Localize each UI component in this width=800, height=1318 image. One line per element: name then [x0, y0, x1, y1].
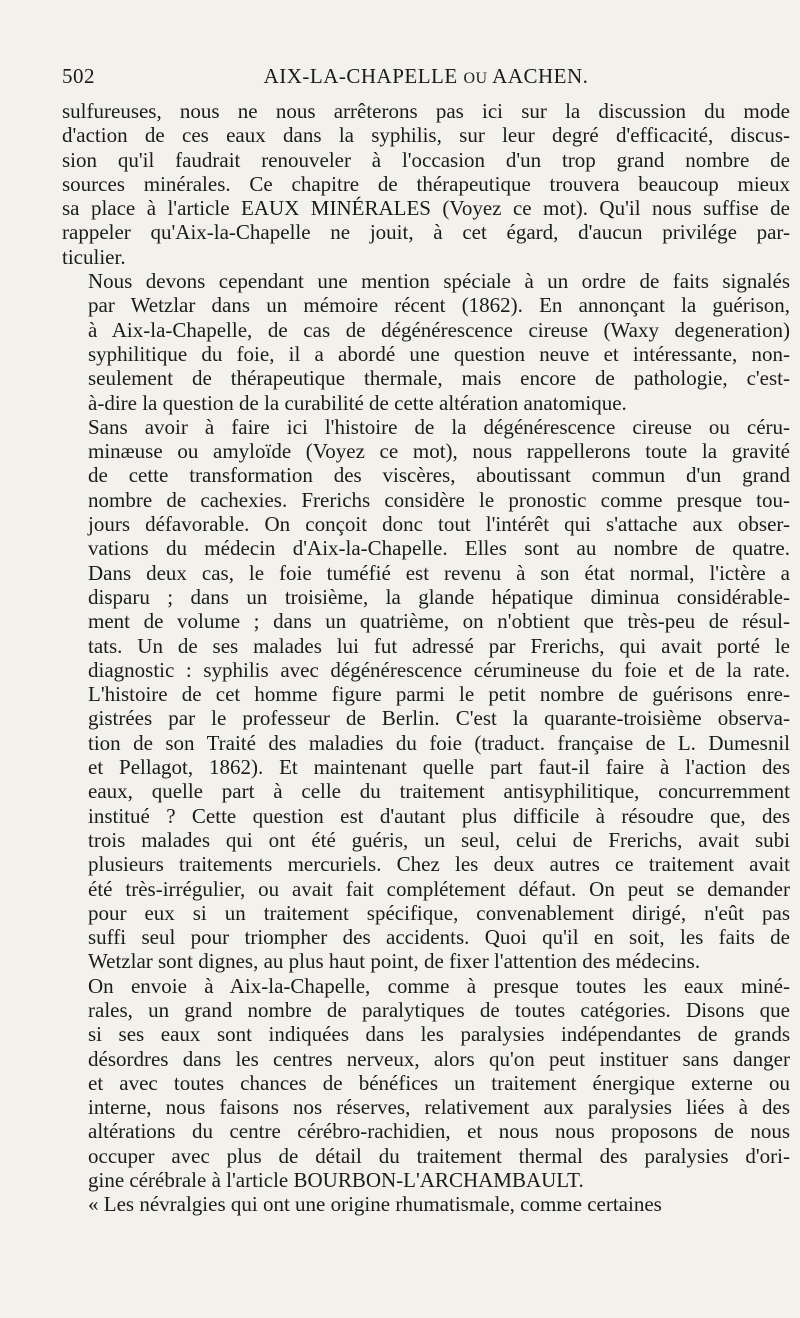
text-line: tion de son Traité des maladies du foie (traduct. française de L. Dumesnil — [88, 730, 790, 755]
text-line: ticulier. — [62, 244, 126, 269]
running-title: AIX-LA-CHAPELLE OU AACHEN. — [263, 64, 589, 88]
text-line: occuper avec plus de détail du traitement thermal des paralysies d'ori- — [88, 1143, 790, 1168]
text-line: gine cérébrale à l'article BOURBON-L'ARCHAMBAULT. — [88, 1168, 584, 1193]
text-line: Sans avoir à faire ici l'histoire de la dégénérescence cireuse ou céru- — [88, 414, 790, 439]
text-line: diagnostic : syphilis avec dégénérescence cérumineuse du foie et de la rate. — [88, 657, 790, 682]
text-line: sulfureuses, nous ne nous arrêterons pas ici sur la discussion du mode — [62, 99, 790, 123]
text-line: à Aix-la-Chapelle, de cas de dégénérescence cireuse (Waxy degeneration) — [88, 317, 790, 342]
text-line: interne, nous faisons nos réserves, relativement aux paralysies liées à des — [88, 1095, 790, 1120]
paragraph — [62, 415, 790, 974]
text-line: si ses eaux sont indiquées dans les paralysies indépendantes de grands — [88, 1022, 790, 1047]
text-line: et Pellagot, 1862). Et maintenant quelle part faut-il faire à l'action des — [88, 755, 790, 780]
text-line: par Wetzlar dans un mémoire récent (1862). En annonçant la guérison, — [88, 293, 790, 318]
text-line: ment de volume ; dans un quatrième, on n'obtient que très-peu de résul- — [88, 609, 790, 634]
text-line: « Les névralgies qui ont une origine rhumatismale, comme certaines — [88, 1192, 662, 1217]
text-line: suffi seul pour triompher des accidents. Quoi qu'il en soit, les faits de — [88, 925, 790, 950]
paragraph — [62, 974, 790, 1193]
paragraph — [62, 1192, 790, 1216]
text-line: d'action de ces eaux dans la syphilis, sur leur degré d'efficacité, discus- — [62, 123, 790, 148]
text-line: Dans deux cas, le foie tuméfié est revenu à son état normal, l'ictère a — [88, 560, 790, 585]
text-line: minæuse ou amyloïde (Voyez ce mot), nous rappellerons toute la gravité — [88, 439, 790, 464]
text-line: eaux, quelle part à celle du traitement antisyphilitique, concurremment — [88, 779, 790, 804]
text-line: seulement de thérapeutique thermale, mais encore de pathologie, c'est- — [88, 366, 790, 391]
text-line: rappeler qu'Aix-la-Chapelle ne jouit, à cet égard, d'aucun privilége par- — [62, 220, 790, 245]
text-line: jours défavorable. On conçoit donc tout l'intérêt qui s'attache aux obser- — [88, 512, 790, 537]
text-line: pour eux si un traitement spécifique, convenablement dirigé, n'eût pas — [88, 900, 790, 925]
text-line: à-dire la question de la curabilité de cette altération anatomique. — [88, 390, 627, 415]
text-line: altérations du centre cérébro-rachidien, et nous nous proposons de nous — [88, 1119, 790, 1144]
text-line: sources minérales. Ce chapitre de thérapeutique trouvera beaucoup mieux — [62, 171, 790, 196]
text-line: de cette transformation des viscères, aboutissant commun d'un grand — [88, 463, 790, 488]
text-line: trois malades qui ont été guéris, un seul, celui de Frerichs, avait subi — [88, 827, 790, 852]
text-line: L'histoire de cet homme figure parmi le petit nombre de guérisons enre- — [88, 682, 790, 707]
text-line: institué ? Cette question est d'autant plus difficile à résoudre que, des — [88, 803, 790, 828]
text-line: Wetzlar sont dignes, au plus haut point, de fixer l'attention des médecins. — [88, 949, 701, 974]
text-line: Nous devons cependant une mention spéciale à un ordre de faits signalés — [88, 269, 790, 294]
paragraph — [62, 99, 790, 269]
text-line: syphilitique du foie, il a abordé une question neuve et intéressante, non- — [88, 341, 790, 366]
paragraph — [62, 269, 790, 415]
text-line: plusieurs traitements mercuriels. Chez les deux autres ce traitement avait — [88, 852, 790, 877]
text-line: gistrées par le professeur de Berlin. C'est la quarante-troisième observa- — [88, 706, 790, 731]
text-line: désordres dans les centres nerveux, alors qu'on peut instituer sans danger — [88, 1046, 790, 1071]
page-header — [62, 64, 790, 92]
text-line: et avec toutes chances de bénéfices un traitement énergique externe ou — [88, 1070, 790, 1095]
text-line: été très-irrégulier, ou avait fait complétement défaut. On peut se demander — [88, 876, 790, 901]
text-line: On envoie à Aix-la-Chapelle, comme à presque toutes les eaux miné- — [88, 973, 790, 998]
text-line: sa place à l'article EAUX MINÉRALES (Voyez ce mot). Qu'il nous suffise de — [62, 196, 790, 221]
text-line: nombre de cachexies. Frerichs considère le pronostic comme presque tou- — [88, 487, 790, 512]
page-body — [62, 99, 790, 1217]
text-line: vations du médecin d'Aix-la-Chapelle. Elles sont au nombre de quatre. — [88, 536, 790, 561]
text-line: tats. Un de ses malades lui fut adressé par Frerichs, qui avait porté le — [88, 633, 790, 658]
page-number: 502 — [62, 64, 95, 88]
text-line: sion qu'il faudrait renouveler à l'occasion d'un trop grand nombre de — [62, 147, 790, 172]
text-line: disparu ; dans un troisième, la glande hépatique diminua considérable- — [88, 584, 790, 609]
text-line: rales, un grand nombre de paralytiques de toutes catégories. Disons que — [88, 997, 790, 1022]
